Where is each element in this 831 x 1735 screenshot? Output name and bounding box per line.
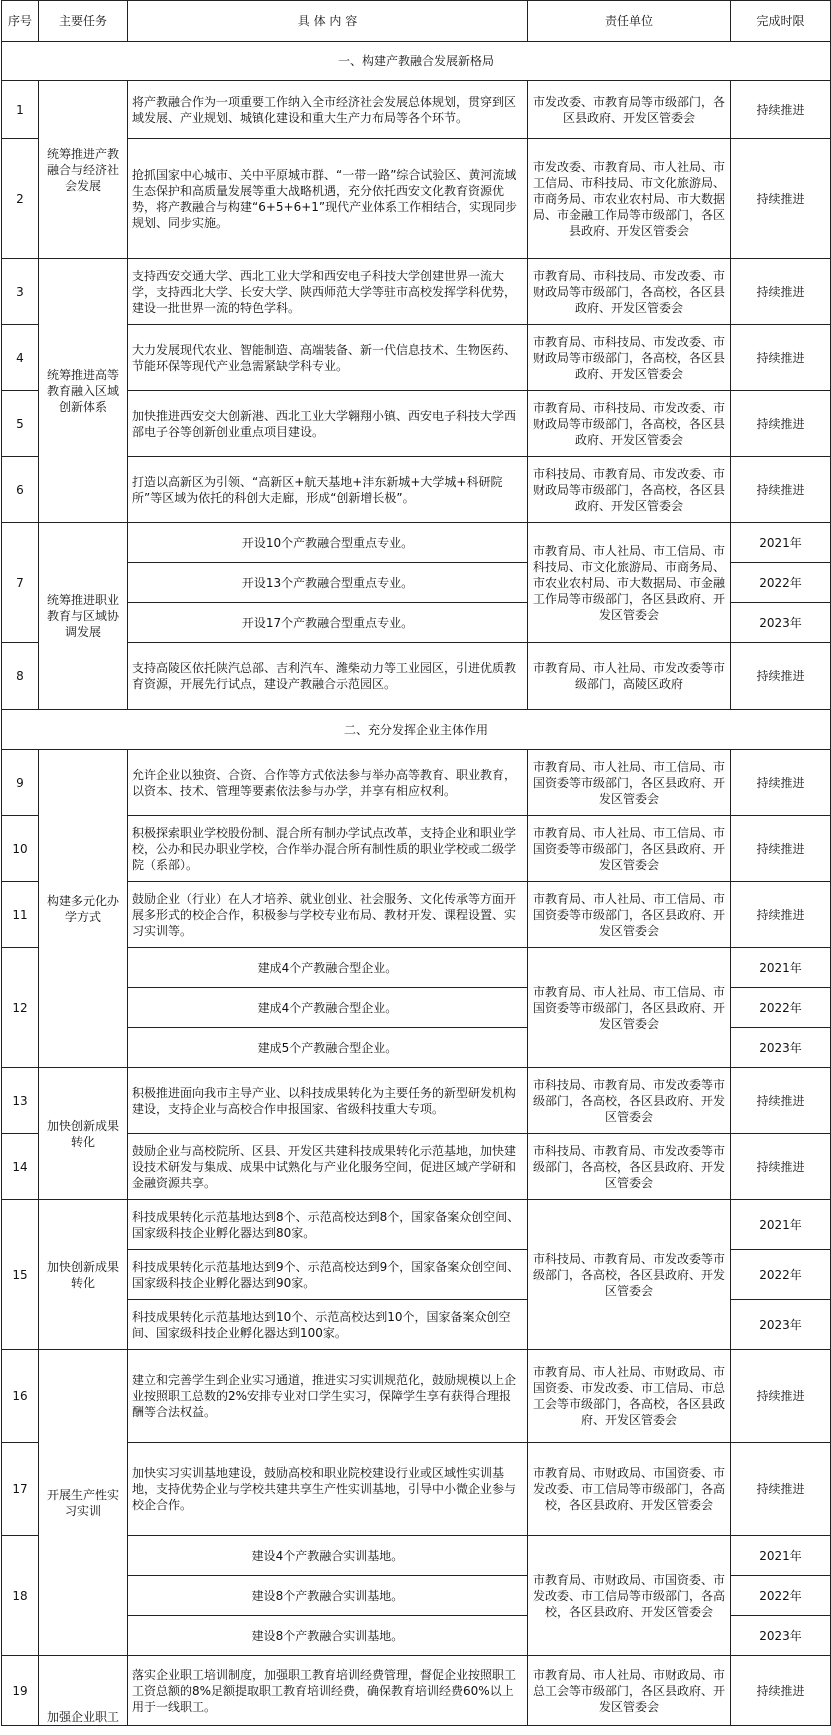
row-time: 持续推进: [731, 1656, 831, 1726]
row-content: 支持高陵区依托陕汽总部、吉利汽车、潍柴动力等工业园区，引进优质教育资源，开展先行试点，建设产教融合示范园区。: [128, 643, 528, 710]
row-time: 持续推进: [731, 882, 831, 948]
row-unit: 市教育局、市人社局、市财政局、市总工会等市级部门，各区县政府、开发区管委会: [528, 1656, 731, 1726]
row-unit: 市发改委、市教育局等市级部门，各区县政府、开发区管委会: [528, 81, 731, 139]
table-row: [2, 259, 831, 325]
row-number: 18: [2, 1536, 39, 1656]
row-content: 打造以高新区为引领、“高新区+航天基地+沣东新城+大学城+科研院所”等区域为依托的科创大走廊，形成“创新增长极”。: [128, 457, 528, 523]
row-time: 持续推进: [731, 750, 831, 816]
row-unit: 市科技局、市教育局、市发改委、市财政局等市级部门，各高校，各区县政府、开发区管委会: [528, 457, 731, 523]
row-number: 9: [2, 750, 39, 816]
main-task: 统筹推进职业教育与区域协调发展: [39, 523, 128, 710]
row-unit: 市发改委、市教育局、市人社局、市工信局、市科技局、市文化旅游局、市商务局、市农业农村局、市大数据局、市金融工作局等市级部门，各区县政府、开发区管委会: [528, 139, 731, 259]
table-row: [2, 81, 831, 139]
row-unit: 市教育局、市人社局、市财政局、市国资委、市发改委、市工信局、市总工会等市级部门，各高校，各区县政府、开发区管委会: [528, 1350, 731, 1443]
row-content: 开设13个产教融合型重点专业。: [128, 563, 528, 603]
row-time: 持续推进: [731, 259, 831, 325]
row-time: 持续推进: [731, 391, 831, 457]
main-task: 构建多元化办学方式: [39, 750, 128, 1068]
row-number: 2: [2, 139, 39, 259]
row-time: 2023年: [731, 603, 831, 643]
row-time: 2021年: [731, 1200, 831, 1250]
row-unit: 市教育局、市科技局、市发改委、市财政局等市级部门，各高校，各区县政府、开发区管委会: [528, 391, 731, 457]
row-time: 持续推进: [731, 1134, 831, 1200]
row-number: 10: [2, 816, 39, 882]
row-content: 建立和完善学生到企业实习通道，推进实习实训规范化，鼓励规模以上企业按照职工总数的2%安排专业对口学生实习，保障学生享有获得合理报酬等合法权益。: [128, 1350, 528, 1443]
row-number: 8: [2, 643, 39, 710]
row-time: 持续推进: [731, 457, 831, 523]
row-content: 科技成果转化示范基地达到8个、示范高校达到8个，国家备案众创空间、国家级科技企业孵化器达到80家。: [128, 1200, 528, 1250]
row-number: 14: [2, 1134, 39, 1200]
row-number: 3: [2, 259, 39, 325]
main-task: 统筹推进高等教育融入区域创新体系: [39, 259, 128, 523]
section-row: [2, 710, 831, 750]
row-unit: 市教育局、市科技局、市发改委、市财政局等市级部门，各高校，各区县政府、开发区管委会: [528, 259, 731, 325]
header-content: 具 体 内 容: [128, 1, 528, 42]
row-content: 科技成果转化示范基地达到10个、示范高校达到10个，国家备案众创空间、国家级科技企业孵化器达到100家。: [128, 1300, 528, 1350]
row-time: 2021年: [731, 948, 831, 988]
main-task: 开展生产性实习实训: [39, 1350, 128, 1656]
row-time: 2023年: [731, 1300, 831, 1350]
row-time: 持续推进: [731, 1443, 831, 1536]
row-number: 16: [2, 1350, 39, 1443]
row-time: 持续推进: [731, 81, 831, 139]
row-unit: 市教育局、市人社局、市工信局、市科技局、市文化旅游局、市商务局、市农业农村局、市大数据局、市金融工作局等市级部门，各区县政府、开发区管委会: [528, 523, 731, 643]
row-time: 2023年: [731, 1616, 831, 1656]
row-number: 5: [2, 391, 39, 457]
row-content: 建成4个产教融合型企业。: [128, 988, 528, 1028]
row-time: 持续推进: [731, 643, 831, 710]
row-content: 建成5个产教融合型企业。: [128, 1028, 528, 1068]
row-time: 持续推进: [731, 1068, 831, 1134]
section-title: 二、充分发挥企业主体作用: [2, 710, 831, 750]
row-content: 开设17个产教融合型重点专业。: [128, 603, 528, 643]
row-content: 允许企业以独资、合资、合作等方式依法参与举办高等教育、职业教育，以资本、技术、管理等要素依法参与办学，并享有相应权利。: [128, 750, 528, 816]
row-number: 11: [2, 882, 39, 948]
row-content: 开设10个产教融合型重点专业。: [128, 523, 528, 563]
row-time: 持续推进: [731, 816, 831, 882]
row-unit: 市教育局、市人社局、市工信局、市国资委等市级部门，各区县政府、开发区管委会: [528, 882, 731, 948]
row-time: 2021年: [731, 1536, 831, 1576]
section-title: 一、构建产教融合发展新格局: [2, 42, 831, 81]
row-content: 加快实习实训基地建设，鼓励高校和职业院校建设行业或区域性实训基地，支持优势企业与学校共建共享生产性实训基地，引导中小微企业参与校企合作。: [128, 1443, 528, 1536]
table-row: [2, 523, 831, 563]
row-number: 4: [2, 325, 39, 391]
header-time: 完成时限: [731, 1, 831, 42]
section-row: [2, 42, 831, 81]
row-unit: 市科技局、市教育局、市发改委等市级部门，各高校，各区县政府、开发区管委会: [528, 1200, 731, 1350]
row-number: 6: [2, 457, 39, 523]
row-number: 12: [2, 948, 39, 1068]
main-task: 统筹推进产教融合与经济社会发展: [39, 81, 128, 259]
table-row: [2, 1350, 831, 1443]
header-task: 主要任务: [39, 1, 128, 42]
row-content: 加快推进西安交大创新港、西北工业大学翱翔小镇、西安电子科技大学西部电子谷等创新创业重点项目建设。: [128, 391, 528, 457]
row-number: 17: [2, 1443, 39, 1536]
table-row: [2, 1068, 831, 1134]
row-time: 2023年: [731, 1028, 831, 1068]
row-content: 积极探索职业学校股份制、混合所有制办学试点改革，支持企业和职业学校，公办和民办职业学校，合作举办混合所有制性质的职业学校或二级学院（系部）。: [128, 816, 528, 882]
row-number: 1: [2, 81, 39, 139]
row-time: 持续推进: [731, 139, 831, 259]
row-content: 大力发展现代农业、智能制造、高端装备、新一代信息技术、生物医药、节能环保等现代产业急需紧缺学科专业。: [128, 325, 528, 391]
row-content: 建成4个产教融合型企业。: [128, 948, 528, 988]
main-task: 加快创新成果转化: [39, 1200, 128, 1350]
row-time: 2022年: [731, 1576, 831, 1616]
row-content: 落实企业职工培训制度，加强职工教育培训经费管理，督促企业按照职工工资总额的8%足额提取职工教育培训经费，确保教育培训经费60%以上用于一线职工。: [128, 1656, 528, 1726]
row-content: 科技成果转化示范基地达到9个、示范高校达到9个，国家备案众创空间、国家级科技企业孵化器达到90家。: [128, 1250, 528, 1300]
row-time: 持续推进: [731, 1350, 831, 1443]
row-number: 15: [2, 1200, 39, 1350]
row-unit: 市教育局、市财政局、市国资委、市发改委、市工信局等市级部门，各高校，各区县政府、开发区管委会: [528, 1536, 731, 1656]
row-number: 7: [2, 523, 39, 643]
row-unit: 市科技局、市教育局、市发改委等市级部门，各高校，各区县政府、开发区管委会: [528, 1134, 731, 1200]
main-task: 加快创新成果转化: [39, 1068, 128, 1200]
row-content: 积极推进面向我市主导产业、以科技成果转化为主要任务的新型研发机构建设，支持企业与高校合作申报国家、省级科技重大专项。: [128, 1068, 528, 1134]
task-table: [1, 0, 831, 1726]
row-number: 13: [2, 1068, 39, 1134]
main-task: 加强企业职工: [39, 1656, 128, 1726]
header-no: 序号: [2, 1, 39, 42]
row-content: 建设8个产教融合实训基地。: [128, 1576, 528, 1616]
row-content: 鼓励企业与高校院所、区县、开发区共建科技成果转化示范基地，加快建设技术研发与集成、成果中试熟化与产业化服务空间，促进区域产学研和金融资源共享。: [128, 1134, 528, 1200]
row-unit: 市教育局、市财政局、市国资委、市发改委、市工信局等市级部门，各高校，各区县政府、开发区管委会: [528, 1443, 731, 1536]
row-content: 建设4个产教融合实训基地。: [128, 1536, 528, 1576]
row-unit: 市教育局、市人社局、市发改委等市级部门，高陵区政府: [528, 643, 731, 710]
row-time: 持续推进: [731, 325, 831, 391]
row-content: 建设8个产教融合实训基地。: [128, 1616, 528, 1656]
row-time: 2022年: [731, 988, 831, 1028]
row-unit: 市教育局、市人社局、市工信局、市国资委等市级部门，各区县政府、开发区管委会: [528, 816, 731, 882]
row-time: 2021年: [731, 523, 831, 563]
row-unit: 市教育局、市人社局、市工信局、市国资委等市级部门，各区县政府、开发区管委会: [528, 948, 731, 1068]
table-row: [2, 1200, 831, 1250]
row-time: 2022年: [731, 563, 831, 603]
row-unit: 市教育局、市科技局、市发改委、市财政局等市级部门，各高校，各区县政府、开发区管委会: [528, 325, 731, 391]
row-time: 2022年: [731, 1250, 831, 1300]
table-row: [2, 1656, 831, 1726]
row-content: 鼓励企业（行业）在人才培养、就业创业、社会服务、文化传承等方面开展多形式的校企合作，积极参与学校专业布局、教材开发、课程设置、实习实训等。: [128, 882, 528, 948]
header-unit: 责任单位: [528, 1, 731, 42]
row-content: 支持西安交通大学、西北工业大学和西安电子科技大学创建世界一流大学，支持西北大学、长安大学、陕西师范大学等驻市高校发挥学科优势，建设一批世界一流的特色学科。: [128, 259, 528, 325]
header-row: [2, 1, 831, 42]
row-content: 将产教融合作为一项重要工作纳入全市经济社会发展总体规划，贯穿到区域发展、产业规划、城镇化建设和重大生产力布局等各个环节。: [128, 81, 528, 139]
row-unit: 市科技局、市教育局、市发改委等市级部门，各高校，各区县政府、开发区管委会: [528, 1068, 731, 1134]
table-row: [2, 750, 831, 816]
row-unit: 市教育局、市人社局、市工信局、市国资委等市级部门，各区县政府、开发区管委会: [528, 750, 731, 816]
row-number: 19: [2, 1656, 39, 1726]
row-content: 抢抓国家中心城市、关中平原城市群、“一带一路”综合试验区、黄河流域生态保护和高质量发展等重大战略机遇，充分依托西安文化教育资源优势，将产教融合与构建“6+5+6+1”现代产业体系工作相结合，实现同步规划、同步实施。: [128, 139, 528, 259]
